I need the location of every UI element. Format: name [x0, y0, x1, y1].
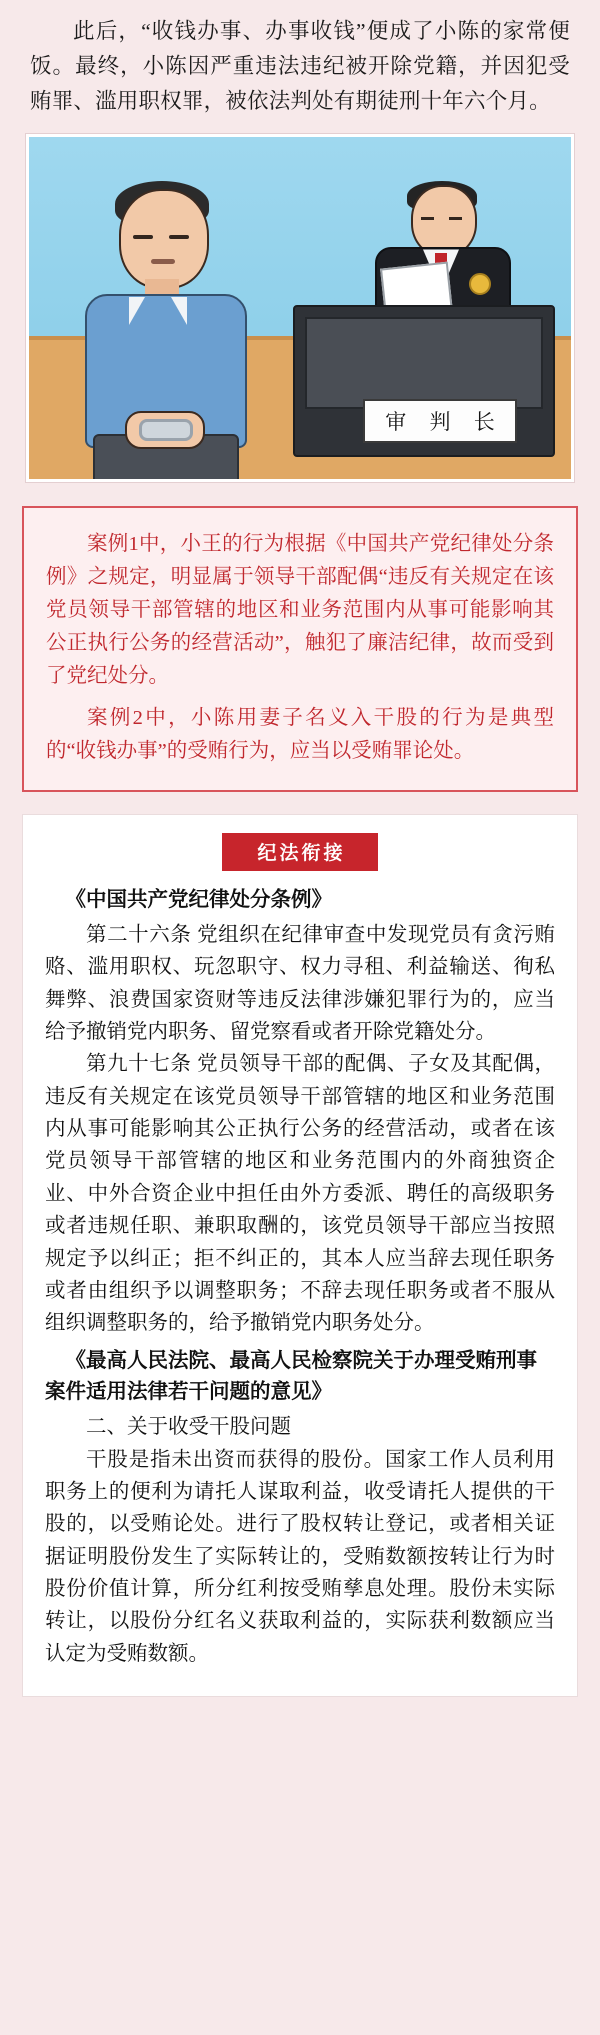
intro-paragraph: 此后，“收钱办事、办事收钱”便成了小陈的家常便饭。最终，小陈因严重违法违纪被开除党籍，并因犯受贿罪、滥用职权罪，被依法判处有期徒刑十年六个月。: [30, 19, 570, 113]
law-paragraph-1-2: 第九十七条 党员领导干部的配偶、子女及其配偶，违反有关规定在该党员领导干部管辖的地区和业务范围内从事可能影响其公正执行公务的经营活动，或者在该党员领导干部管辖的地区和业务范围内的外商独资企业、中外合资企业中担任由外方委派、聘任的高级职务或者违规任职、兼职取酬的，该党员领导干部应当按照规定予以纠正；拒不纠正的，其本人应当辞去现任职务或者由组织予以调整职务；不辞去现任职务或者不服从组织调整职务的，给予撤销党内职务处分。: [45, 1053, 555, 1335]
law-paragraph-2-1: 干股是指未出资而获得的股份。国家工作人员利用职务上的便利为请托人谋取利益，收受请托人提供的干股的，以受贿论处。进行了股权转让登记，或者相关证据证明股份发生了实际转让的，受贿数额按转让行为时股份价值计算，所分红利按受贿孳息处理。股份未实际转让，以股份分红名义获取利益的，实际获利数额应当认定为受贿数额。: [45, 1448, 555, 1665]
law-title-2: 《最高人民法院、最高人民检察院关于办理受贿刑事案件适用法律若干问题的意见》: [45, 1349, 537, 1404]
defendant-collar-left: [129, 297, 145, 325]
laws-box: [22, 814, 578, 1697]
defendant-collar-right: [171, 297, 187, 325]
illustration-frame: [26, 134, 574, 482]
law-paragraph-1-1: 第二十六条 党组织在纪律审查中发现党员有贪污贿赂、滥用职权、玩忽职守、权力寻租、利益输送、徇私舞弊、浪费国家资财等违反法律涉嫌犯罪行为的，应当给予撤销党内职务、留党察看或者开除党籍处分。: [45, 923, 555, 1043]
defendant-mouth: [151, 259, 175, 264]
handcuffs-icon: [139, 419, 193, 441]
analysis-box: [22, 506, 578, 792]
bench-panel: [305, 317, 543, 409]
defendant-eye-right: [169, 235, 189, 239]
judge-eye-left: [421, 217, 434, 220]
defendant-eye-left: [133, 235, 153, 239]
analysis-paragraph-2: 案例2中，小陈用妻子名义入干股的行为是典型的“收钱办事”的受贿行为，应当以受贿罪论处。: [46, 707, 554, 763]
section-badge: 纪法衔接: [222, 833, 378, 871]
intro-section: [0, 0, 600, 128]
nameplate-label: 审 判 长: [363, 399, 517, 443]
courtroom-illustration: [29, 137, 571, 479]
analysis-paragraph-1: 案例1中，小王的行为根据《中国共产党纪律处分条例》之规定，明显属于领导干部配偶“违反有关规定在该党员领导干部管辖的地区和业务范围内从事可能影响其公正执行公务的经营活动”，触犯了廉洁纪律，故而受到了党纪处分。: [46, 533, 554, 687]
judge-eye-right: [449, 217, 462, 220]
law-title-1: 《中国共产党纪律处分条例》: [65, 889, 332, 912]
defendant-head: [119, 189, 209, 289]
defendant-figure: [67, 179, 267, 479]
law-subtitle-2: 二、关于收受干股问题: [86, 1416, 291, 1439]
